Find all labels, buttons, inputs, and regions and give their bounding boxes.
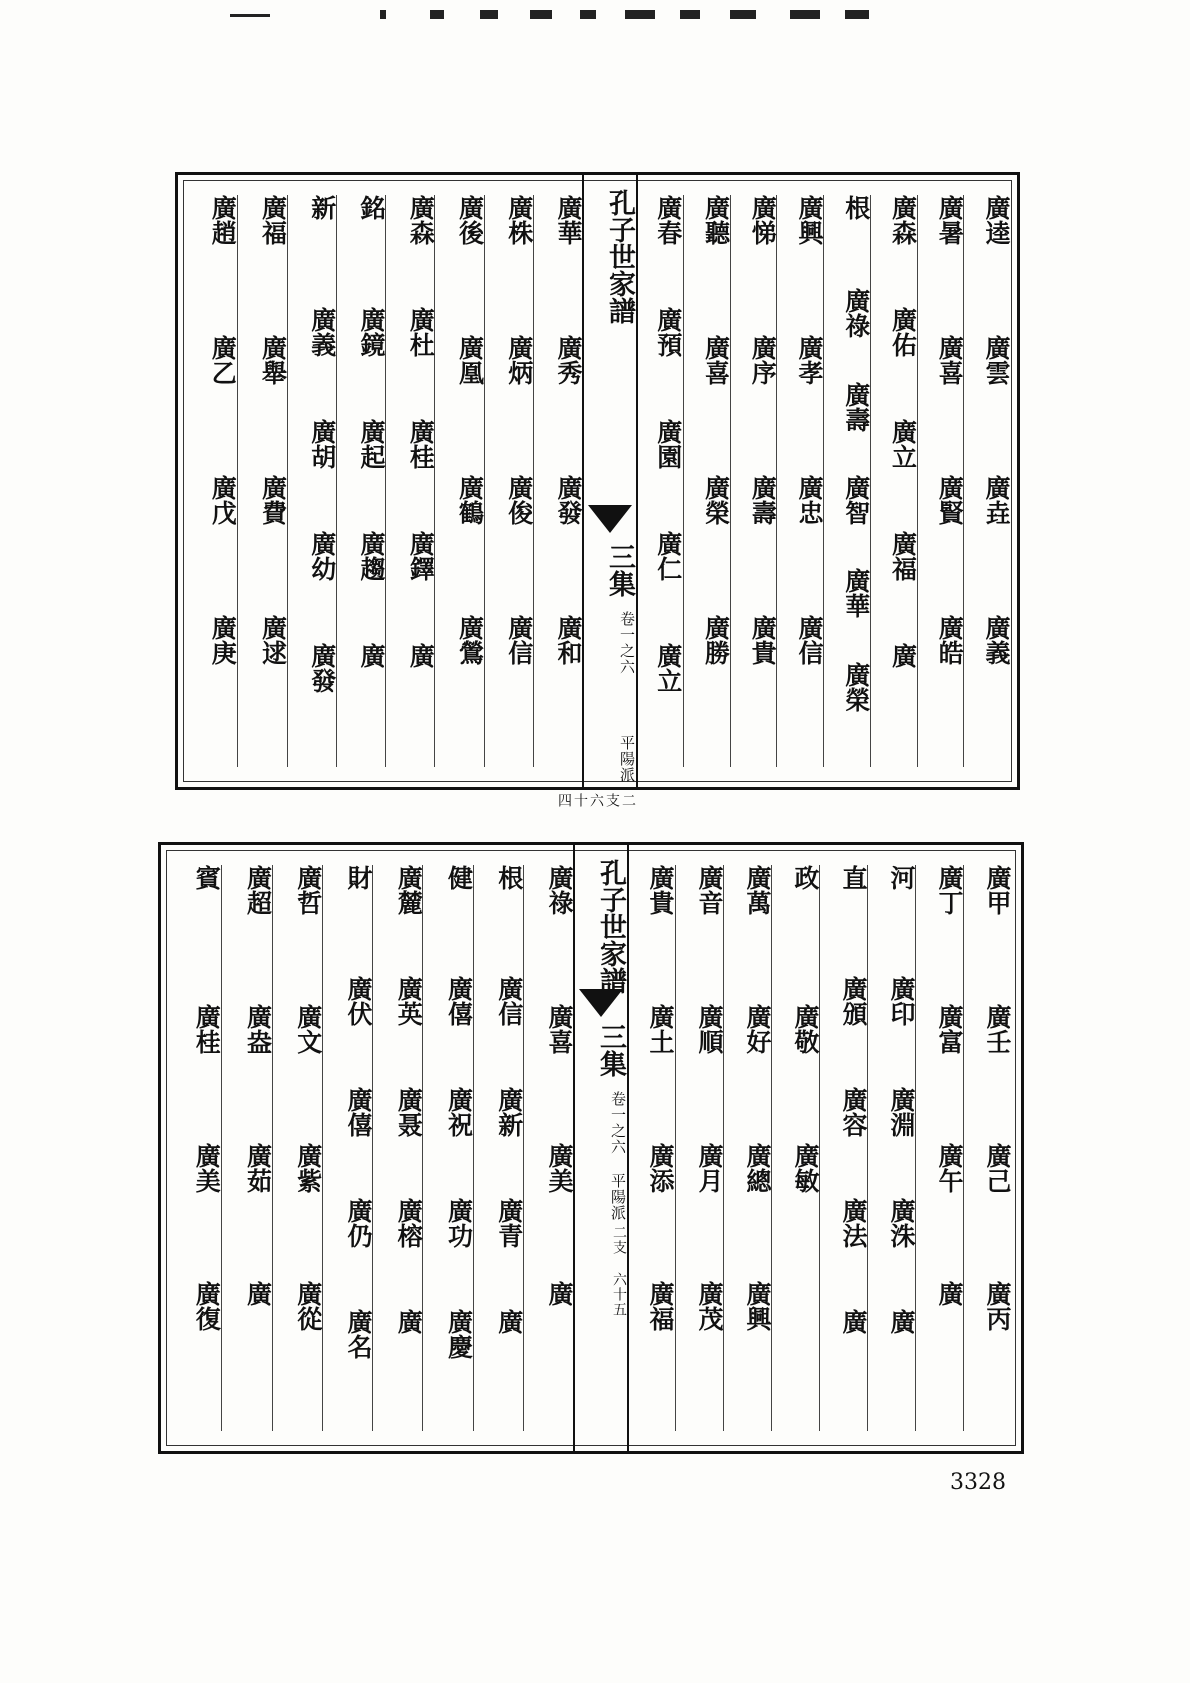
genealogy-entry: 廣甲 [983,865,1012,915]
genealogy-entry: 廣午 [935,1142,964,1193]
genealogy-entry: 廣舉 [258,335,288,385]
genealogy-entry: 根 [841,195,871,220]
genealogy-entry: 廣垚 [982,475,1011,525]
genealogy-entry: 廣胡 [307,419,337,469]
genealogy-entry: 廣園 [653,419,683,469]
upper-right-half [636,175,1010,787]
genealogy-entry: 廣敏 [791,1142,820,1193]
genealogy-entry: 廣從 [293,1281,323,1332]
genealogy-entry: 廣新 [494,1087,524,1137]
genealogy-entry: 廣森 [406,195,436,245]
genealogy-entry: 廣祝 [444,1087,474,1137]
genealogy-entry: 廣哲 [293,865,323,915]
genealogy-entry: 廣英 [394,976,424,1026]
genealogy-entry: 廣興 [743,1281,772,1332]
genealogy-entry: 廣富 [935,1003,964,1054]
genealogy-entry: 廣信 [494,976,524,1026]
genealogy-entry: 廣起 [357,419,386,469]
upper-fishtail-mark [588,505,632,533]
genealogy-entry: 廣祿 [841,288,871,339]
genealogy-entry: 廣 [357,643,386,668]
upper-left-column [434,195,484,767]
genealogy-entry: 廣功 [444,1198,474,1248]
lower-left-column [372,865,423,1431]
genealogy-entry: 廣貴 [748,615,778,665]
genealogy-entry: 廣春 [653,195,683,245]
genealogy-entry: 廣順 [695,1003,724,1054]
genealogy-entry: 廣己 [983,1142,1012,1193]
genealogy-entry: 廣雲 [982,335,1011,385]
genealogy-entry: 廣超 [243,865,273,915]
genealogy-entry: 廣聂 [394,1087,424,1137]
upper-center-collection: 三集 [604,543,635,597]
upper-left-column [533,195,583,767]
upper-right-column [776,195,824,767]
top-edge-marks [230,10,930,22]
genealogy-entry: 廣忠 [795,475,824,525]
genealogy-entry: 廣桂 [192,1003,222,1054]
genealogy-entry: 廣 [935,1281,964,1307]
upper-page-frame [175,172,1020,808]
genealogy-entry: 廣炳 [504,335,534,385]
upper-left-column [336,195,386,767]
upper-right-column [683,195,731,767]
lower-left-column [171,865,221,1431]
lower-left-column [473,865,524,1431]
genealogy-entry: 廣 [887,1309,916,1334]
lower-left-column [272,865,323,1431]
lower-center-volume: 卷一之六 [609,1091,627,1155]
genealogy-entry: 廣序 [748,335,778,385]
upper-left-column [385,195,435,767]
genealogy-entry: 廣興 [795,195,824,245]
genealogy-entry: 廣音 [695,865,724,915]
genealogy-entry: 廣森 [888,195,918,245]
upper-left-half [188,175,582,787]
upper-right-column [636,195,683,767]
genealogy-entry: 廣孝 [795,335,824,385]
genealogy-entry: 廣信 [795,615,824,665]
genealogy-entry: 廣麓 [394,865,424,915]
genealogy-entry: 銘 [357,195,386,220]
genealogy-entry: 廣鶴 [455,475,485,525]
genealogy-entry: 廣福 [646,1281,675,1332]
genealogy-entry: 廣 [494,1309,524,1334]
lower-right-half [627,845,1011,1451]
genealogy-entry: 廣仍 [344,1198,373,1248]
genealogy-entry: 廣盎 [243,1003,273,1054]
lower-left-column [322,865,373,1431]
upper-center-folio-number: 六十四 [556,793,604,808]
genealogy-entry: 廣和 [554,615,583,665]
genealogy-entry: 廣壬 [983,1003,1012,1054]
genealogy-entry: 河 [887,865,916,890]
upper-left-column [237,195,287,767]
genealogy-entry: 廣仁 [653,531,683,581]
genealogy-entry: 廣 [545,1281,574,1307]
genealogy-entry: 廣 [888,643,918,668]
upper-right-column [730,195,778,767]
genealogy-entry: 廣喜 [545,1003,574,1054]
genealogy-entry: 廣福 [258,195,288,245]
genealogy-entry: 廣洙 [887,1198,916,1248]
lower-right-column [819,865,868,1431]
genealogy-entry: 廣皓 [935,615,965,665]
genealogy-entry: 廣發 [307,643,337,693]
genealogy-entry: 廣壽 [841,381,871,432]
genealogy-entry: 廣文 [293,1003,323,1054]
genealogy-entry: 直 [839,865,868,890]
genealogy-entry: 廣鶯 [455,615,485,665]
genealogy-entry: 廣 [243,1281,273,1307]
genealogy-entry: 廣月 [695,1142,724,1193]
lower-center-column [573,845,629,1451]
genealogy-entry: 廣丙 [983,1281,1012,1332]
genealogy-entry: 廣貴 [646,865,675,915]
genealogy-entry: 廣伏 [344,976,373,1026]
genealogy-entry: 廣榕 [394,1198,424,1248]
genealogy-entry: 廣容 [839,1087,868,1137]
genealogy-entry: 廣喜 [935,335,965,385]
genealogy-entry: 廣佑 [888,307,918,357]
genealogy-entry: 廣逑 [258,615,288,665]
upper-center-sub-branch: 二支 [604,793,636,808]
upper-right-column [917,195,965,767]
genealogy-entry: 廣趨 [357,531,386,581]
lower-right-column [627,865,675,1431]
genealogy-entry: 廣 [406,643,436,668]
genealogy-entry: 廣 [839,1309,868,1334]
genealogy-entry: 新 [307,195,337,220]
genealogy-entry: 廣總 [743,1142,772,1193]
genealogy-entry: 廣義 [307,307,337,357]
genealogy-entry: 廣信 [504,615,534,665]
genealogy-entry: 廣株 [504,195,534,245]
upper-center-title: 孔子世家譜 [604,189,635,324]
lower-left-column [221,865,272,1431]
genealogy-entry: 廣法 [839,1198,868,1248]
genealogy-entry: 廣逵 [982,195,1011,245]
genealogy-entry: 健 [444,865,474,890]
genealogy-entry: 廣杜 [406,307,436,357]
genealogy-entry: 廣費 [258,475,288,525]
genealogy-entry: 廣秀 [554,335,583,385]
lower-right-column [963,865,1012,1431]
genealogy-entry: 廣僖 [444,976,474,1026]
lower-center-collection: 三集 [595,1023,626,1077]
genealogy-entry: 廣俊 [504,475,534,525]
genealogy-entry: 廣榮 [841,661,871,712]
genealogy-entry: 廣桂 [406,419,436,469]
genealogy-entry: 廣美 [192,1142,222,1193]
genealogy-entry: 廣慶 [444,1309,474,1359]
genealogy-entry: 廣喜 [701,335,731,385]
genealogy-entry: 賓 [192,865,222,890]
lower-page-frame [158,842,1024,1454]
genealogy-entry: 廣乙 [208,335,238,385]
genealogy-entry: 廣紫 [293,1142,323,1193]
genealogy-entry: 廣印 [887,976,916,1026]
genealogy-entry: 廣義 [982,615,1011,665]
genealogy-entry: 政 [791,865,820,890]
upper-center-folio [556,793,636,808]
genealogy-entry: 廣名 [344,1309,373,1359]
genealogy-entry: 廣暑 [935,195,965,245]
genealogy-entry: 廣發 [554,475,583,525]
genealogy-entry: 廣凰 [455,335,485,385]
genealogy-entry: 廣聽 [701,195,731,245]
genealogy-entry: 廣壽 [748,475,778,525]
genealogy-entry: 廣智 [841,475,871,525]
genealogy-entry: 廣茹 [243,1142,273,1193]
lower-fishtail-mark [579,989,623,1017]
genealogy-entry: 廣頒 [839,976,868,1026]
genealogy-entry: 廣預 [653,307,683,357]
upper-right-column [870,195,918,767]
genealogy-entry: 廣賢 [935,475,965,525]
lower-left-column [422,865,473,1431]
genealogy-entry: 財 [344,865,373,890]
genealogy-entry: 廣勝 [701,615,731,665]
lower-center-folio-number: 六十五 [611,1272,627,1317]
genealogy-entry: 廣青 [494,1198,524,1248]
lower-center-title: 孔子世家譜 [595,859,626,994]
genealogy-entry: 廣幼 [307,531,337,581]
lower-right-column [771,865,820,1431]
genealogy-entry: 廣鐸 [406,531,436,581]
genealogy-entry: 廣 [394,1309,424,1334]
genealogy-entry: 廣敬 [791,1003,820,1054]
upper-left-column [484,195,534,767]
lower-center-sub-branch: 二支 [611,1225,627,1255]
genealogy-entry: 廣添 [646,1142,675,1193]
genealogy-entry: 廣土 [646,1003,675,1054]
genealogy-entry: 廣好 [743,1003,772,1054]
upper-center-branch: 平陽派 [618,735,636,783]
genealogy-entry: 廣鏡 [357,307,386,357]
upper-left-column [188,195,237,767]
lower-right-column [915,865,964,1431]
upper-center-volume: 卷一之六 [618,611,636,675]
lower-right-column [867,865,916,1431]
lower-left-half [171,845,573,1451]
genealogy-entry: 廣復 [192,1281,222,1332]
genealogy-entry: 廣榮 [701,475,731,525]
genealogy-entry: 廣庚 [208,615,238,665]
genealogy-entry: 廣立 [653,643,683,693]
genealogy-entry: 廣丁 [935,865,964,915]
genealogy-entry: 廣華 [841,568,871,619]
genealogy-entry: 廣悌 [748,195,778,245]
genealogy-entry: 廣福 [888,531,918,581]
genealogy-entry: 廣華 [554,195,583,245]
genealogy-entry: 根 [494,865,524,890]
lower-right-column [723,865,772,1431]
genealogy-entry: 廣戊 [208,475,238,525]
upper-right-column [823,195,871,767]
genealogy-entry: 廣僖 [344,1087,373,1137]
upper-right-column [963,195,1011,767]
page-number: 3328 [950,1470,1006,1495]
upper-left-column [287,195,337,767]
genealogy-entry: 廣祿 [545,865,574,915]
lower-left-column [523,865,574,1431]
lower-center-folio [575,1225,627,1317]
genealogy-entry: 廣後 [455,195,485,245]
genealogy-entry: 廣萬 [743,865,772,915]
genealogy-entry: 廣立 [888,419,918,469]
genealogy-entry: 廣淵 [887,1087,916,1137]
genealogy-entry: 廣茂 [695,1281,724,1332]
genealogy-entry: 廣美 [545,1142,574,1193]
lower-center-branch: 平陽派 [609,1173,627,1221]
genealogy-entry: 廣趙 [208,195,238,245]
lower-right-column [675,865,724,1431]
